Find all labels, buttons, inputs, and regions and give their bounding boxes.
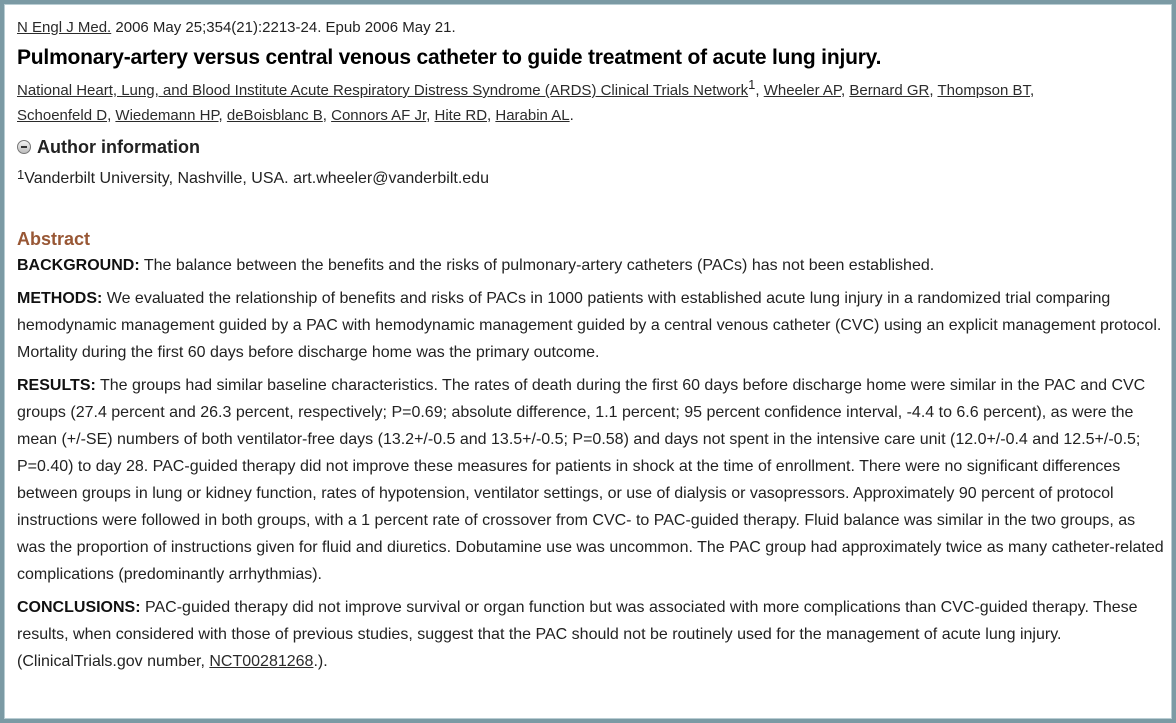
abstract-background xyxy=(17,252,1167,279)
section-text: The groups had similar baseline characteristics. The rates of death during the first 60 days before discharge home were similar in the PAC and CVC groups (27.4 percent and 26.3 percent, respectively; P=0.69; absolute difference, 1.1 percent; 95 percent confidence interval, -4.4 to 6.6 percent), as were the mean (+/-SE) numbers of both ventilator-free days (13.2+/-0.5 and 13.5+/-0.5; P=0.58) and days not spent in the intensive care unit (12.0+/-0.4 and 12.5+/-0.5; P=0.40) to day 28. PAC-guided therapy did not improve these measures for patients in shock at the time of enrollment. There were no significant differences between groups in lung or kidney function, rates of hypotension, ventilator settings, or use of dialysis or vasopressors. Approximately 90 percent of protocol instructions were followed in both groups, with a 1 percent rate of crossover from CVC- to PAC-guided therapy. Fluid balance was similar in the two groups, as was the proportion of instructions given for fluid and diuretics. Dobutamine use was uncommon. The PAC group had approximately twice as many catheter-related complications (predominantly arrhythmias). xyxy=(17,377,1164,583)
affiliation-sup: 1 xyxy=(17,167,25,182)
affiliation-text: Vanderbilt University, Nashville, USA. art.wheeler@vanderbilt.edu xyxy=(24,170,489,187)
author-link[interactable]: Bernard GR xyxy=(849,82,930,99)
section-text: The balance between the benefits and the risks of pulmonary-artery catheters (PACs) has not been established. xyxy=(139,257,935,274)
article-title: Pulmonary-artery versus central venous catheter to guide treatment of acute lung injury. xyxy=(17,46,882,69)
section-label: BACKGROUND: xyxy=(17,257,140,274)
author-link[interactable]: Wiedemann HP xyxy=(115,107,219,124)
affiliation xyxy=(17,168,1167,190)
author-link[interactable]: Connors AF Jr xyxy=(331,107,427,124)
trial-registry-link[interactable]: NCT00281268 xyxy=(209,653,314,670)
author-link[interactable]: Hite RD xyxy=(434,107,488,124)
author-link[interactable]: Wheeler AP xyxy=(763,82,841,99)
journal-link[interactable]: N Engl J Med. xyxy=(17,19,112,36)
section-tail: .). xyxy=(313,653,328,670)
section-label: RESULTS: xyxy=(17,377,96,394)
section-label: CONCLUSIONS: xyxy=(17,599,141,616)
abstract-methods xyxy=(17,285,1167,366)
abstract-heading: Abstract xyxy=(17,229,91,249)
author-link[interactable]: Thompson BT xyxy=(937,82,1031,99)
author-group-link[interactable]: National Heart, Lung, and Blood Institute Acute Respiratory Distress Syndrome (ARDS) Clinical Trials Network xyxy=(17,82,749,99)
section-text: PAC-guided therapy did not improve survival or organ function but was associated with more complications than CVC-guided therapy. These results, when considered with those of previous studies, suggest that the PAC should not be routinely used for the management of acute lung injury. (ClinicalTrials.gov number, xyxy=(17,599,1138,670)
author-link[interactable]: deBoisblanc B xyxy=(226,107,323,124)
citation xyxy=(17,18,1167,38)
author-info-label: Author information xyxy=(37,137,200,157)
section-text: We evaluated the relationship of benefits and risks of PACs in 1000 patients with established acute lung injury in a randomized trial comparing hemodynamic management guided by a PAC with hemodynamic management guided by a central venous catheter (CVC) using an explicit management protocol. Mortality during the first 60 days before discharge home was the primary outcome. xyxy=(17,290,1162,361)
author-link[interactable]: Harabin AL xyxy=(495,107,570,124)
abstract-conclusions xyxy=(17,594,1167,675)
author-list: National Heart, Lung, and Blood Institute Acute Respiratory Distress Syndrome (ARDS) Clinical Trials Network$^1$, Wheeler AP, Bernard GR, Thompson BT, Schoenfeld D, Wiedemann HP, deBoisblanc B, Connors AF Jr, Hite RD, Harabin AL. xyxy=(17,77,1035,124)
article-content xyxy=(17,18,1167,681)
citation-details: 2006 May 25;354(21):2213-24. Epub 2006 May 21. xyxy=(111,19,456,36)
author-link[interactable]: Schoenfeld D xyxy=(17,107,108,124)
minus-circle-icon[interactable] xyxy=(17,140,31,154)
abstract-results xyxy=(17,372,1167,588)
author-info-toggle[interactable] xyxy=(17,134,1167,160)
author-group-affil-sup: 1 xyxy=(748,77,756,92)
section-label: METHODS: xyxy=(17,290,103,307)
